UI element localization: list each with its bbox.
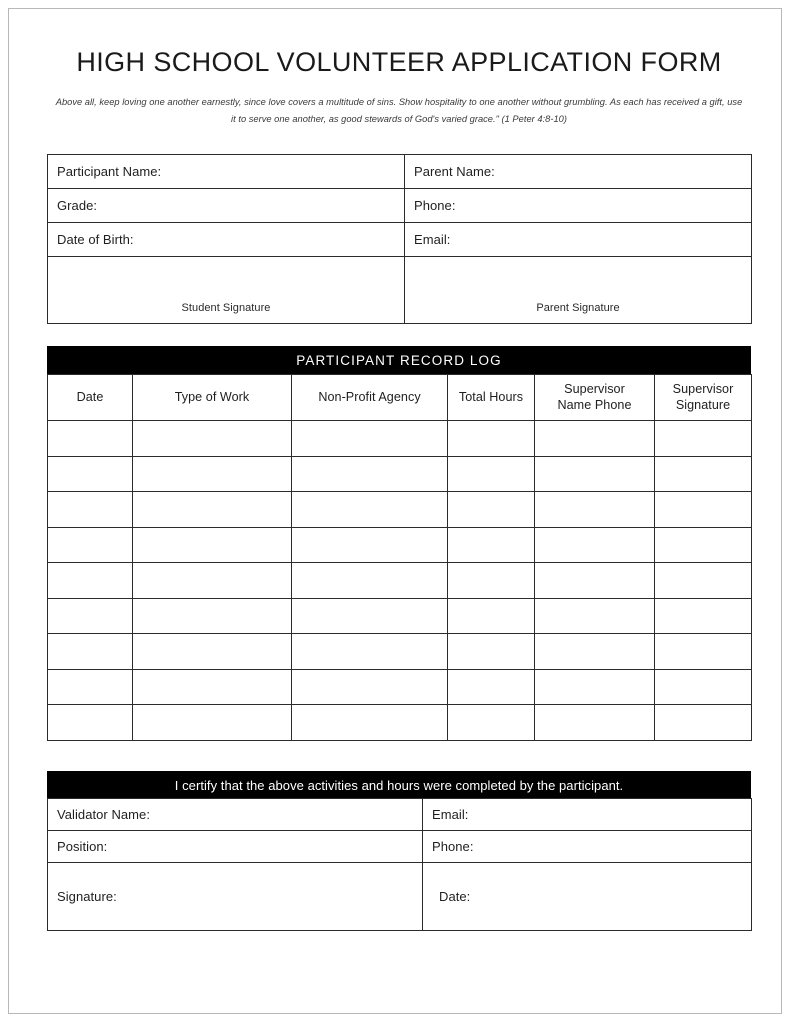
record-log-table: [47, 374, 752, 741]
record-log-cell[interactable]: [133, 598, 292, 634]
column-header-total-hours: [448, 375, 535, 421]
participant-name-cell[interactable]: [48, 155, 405, 189]
record-log-cell[interactable]: [292, 669, 448, 705]
email-cell[interactable]: [405, 223, 752, 257]
record-log-banner: PARTICIPANT RECORD LOG: [47, 346, 751, 374]
record-log-cell[interactable]: [292, 634, 448, 670]
record-log-cell[interactable]: [448, 669, 535, 705]
table-row: [48, 634, 752, 670]
column-header-supervisor-name-phone-line2: Name Phone: [557, 397, 632, 412]
table-row: [48, 257, 752, 324]
validator-signature-label: Signature:: [57, 888, 117, 904]
record-log-cell[interactable]: [448, 456, 535, 492]
phone-cell[interactable]: [405, 189, 752, 223]
validator-position-label: Position:: [57, 838, 108, 854]
record-log-cell[interactable]: [292, 598, 448, 634]
table-row: [48, 456, 752, 492]
record-log-cell[interactable]: [655, 669, 752, 705]
table-row: [48, 598, 752, 634]
validator-phone-cell[interactable]: [423, 830, 752, 862]
record-log-cell[interactable]: [655, 456, 752, 492]
record-log-cell[interactable]: [655, 421, 752, 457]
record-log-cell[interactable]: [448, 705, 535, 741]
record-log-cell[interactable]: [655, 527, 752, 563]
student-signature-caption: Student Signature: [181, 302, 271, 315]
record-log-cell[interactable]: [48, 456, 133, 492]
record-log-cell[interactable]: [448, 598, 535, 634]
validator-email-cell[interactable]: [423, 798, 752, 830]
column-header-supervisor-name-phone: [535, 375, 655, 421]
record-log-cell[interactable]: [535, 634, 655, 670]
record-log-cell[interactable]: [292, 527, 448, 563]
column-header-total-hours-line1: Total Hours: [458, 389, 524, 404]
column-header-non-profit-agency-line1: Non-Profit Agency: [318, 389, 421, 404]
record-log-cell[interactable]: [48, 634, 133, 670]
record-log-cell[interactable]: [292, 456, 448, 492]
record-log-cell[interactable]: [535, 705, 655, 741]
table-row: [48, 189, 752, 223]
record-log-cell[interactable]: [48, 669, 133, 705]
table-row: [48, 155, 752, 189]
record-log-cell[interactable]: [133, 705, 292, 741]
validator-date-cell[interactable]: [423, 862, 752, 930]
table-row: [48, 669, 752, 705]
page-sheet: [8, 8, 782, 1014]
parent-name-label: Parent Name:: [414, 164, 495, 180]
table-row: [48, 421, 752, 457]
record-log-section: [47, 346, 751, 741]
record-log-cell[interactable]: [133, 492, 292, 528]
date-of-birth-label: Date of Birth:: [57, 232, 134, 248]
record-log-cell[interactable]: [292, 563, 448, 599]
record-log-cell[interactable]: [48, 563, 133, 599]
column-header-supervisor-signature-line2: Signature: [675, 397, 731, 412]
record-log-cell[interactable]: [655, 492, 752, 528]
record-log-cell[interactable]: [535, 598, 655, 634]
validator-signature-cell[interactable]: [48, 862, 423, 930]
page-title: HIGH SCHOOL VOLUNTEER APPLICATION FORM: [76, 47, 722, 77]
column-header-type-of-work-line1: Type of Work: [174, 389, 250, 404]
record-log-header-row: [48, 375, 752, 421]
record-log-cell[interactable]: [48, 598, 133, 634]
record-log-cell[interactable]: [655, 634, 752, 670]
applicant-info-table: [47, 154, 752, 324]
record-log-cell[interactable]: [48, 421, 133, 457]
column-header-supervisor-name-phone-line1: Supervisor: [564, 382, 625, 397]
parent-signature-caption: Parent Signature: [536, 302, 620, 315]
record-log-cell[interactable]: [133, 527, 292, 563]
grade-label: Grade:: [57, 198, 98, 214]
email-label: Email:: [414, 232, 451, 248]
record-log-cell[interactable]: [133, 421, 292, 457]
record-log-cell[interactable]: [48, 492, 133, 528]
record-log-cell[interactable]: [448, 492, 535, 528]
record-log-cell[interactable]: [292, 492, 448, 528]
table-row: [48, 492, 752, 528]
record-log-cell[interactable]: [292, 705, 448, 741]
column-header-date-line1: Date: [76, 389, 104, 404]
validator-date-label: Date:: [439, 888, 471, 904]
record-log-cell[interactable]: [535, 456, 655, 492]
record-log-cell[interactable]: [292, 421, 448, 457]
validator-name-label: Validator Name:: [57, 806, 150, 822]
grade-cell[interactable]: [48, 189, 405, 223]
parent-signature-cell[interactable]: [405, 257, 752, 324]
record-log-cell[interactable]: [448, 563, 535, 599]
record-log-cell[interactable]: [448, 527, 535, 563]
record-log-cell[interactable]: [655, 705, 752, 741]
certification-section: [47, 771, 751, 931]
record-log-cell[interactable]: [48, 527, 133, 563]
certification-banner: I certify that the above activities and hours were completed by the participant.: [47, 771, 751, 798]
record-log-cell[interactable]: [535, 527, 655, 563]
record-log-cell[interactable]: [535, 492, 655, 528]
scripture-subtitle: Above all, keep loving one another earnestly, since love covers a multitude of sins. Show hospitality to one another without grumbling. As each has received a gift, use it to serve one another, as good stewards of God's varied grace." (1 Peter 4:8-10): [55, 97, 743, 125]
record-log-cell[interactable]: [448, 634, 535, 670]
validator-email-label: Email:: [432, 806, 469, 822]
phone-label: Phone:: [414, 198, 456, 214]
record-log-cell[interactable]: [133, 563, 292, 599]
column-header-non-profit-agency: [292, 375, 448, 421]
record-log-body: [48, 421, 752, 741]
certification-table: [47, 798, 752, 931]
validator-phone-label: Phone:: [432, 838, 474, 854]
table-row: [48, 862, 752, 930]
applicant-info-section: [47, 154, 751, 324]
column-header-type-of-work: [133, 375, 292, 421]
record-log-cell[interactable]: [48, 705, 133, 741]
record-log-cell[interactable]: [535, 563, 655, 599]
participant-name-label: Participant Name:: [57, 164, 162, 180]
parent-name-cell[interactable]: [405, 155, 752, 189]
date-of-birth-cell[interactable]: [48, 223, 405, 257]
page-content: [47, 41, 751, 931]
table-row: [48, 223, 752, 257]
student-signature-cell[interactable]: [48, 257, 405, 324]
record-log-cell[interactable]: [535, 669, 655, 705]
table-row: [48, 798, 752, 830]
validator-name-cell[interactable]: [48, 798, 423, 830]
record-log-cell[interactable]: [535, 421, 655, 457]
table-row: [48, 830, 752, 862]
record-log-cell[interactable]: [133, 456, 292, 492]
column-header-supervisor-signature-line1: Supervisor: [672, 382, 734, 397]
record-log-cell[interactable]: [448, 421, 535, 457]
column-header-date: [48, 375, 133, 421]
record-log-cell[interactable]: [655, 563, 752, 599]
validator-position-cell[interactable]: [48, 830, 423, 862]
record-log-cell[interactable]: [133, 634, 292, 670]
table-row: [48, 563, 752, 599]
column-header-supervisor-signature: [655, 375, 752, 421]
record-log-cell[interactable]: [133, 669, 292, 705]
record-log-cell[interactable]: [655, 598, 752, 634]
table-row: [48, 705, 752, 741]
table-row: [48, 527, 752, 563]
